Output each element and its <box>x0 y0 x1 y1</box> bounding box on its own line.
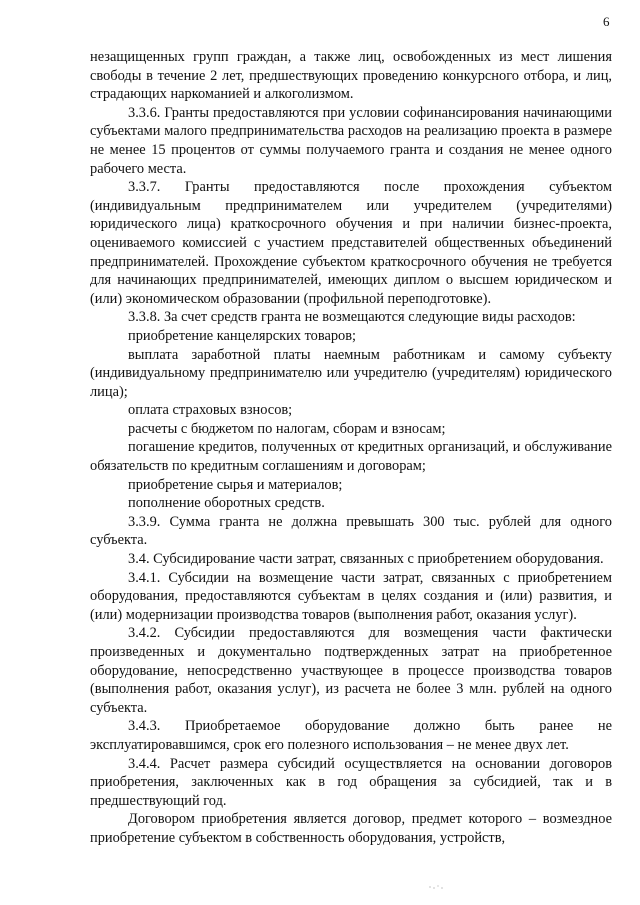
paragraph-3-3-9: 3.3.9. Сумма гранта не должна превышать 300 тыс. рублей для одного субъекта. <box>90 513 612 549</box>
paragraph-3-4-4: 3.4.4. Расчет размера субсидий осуществляется на основании договоров приобретения, заключенных как в год обращения за субсидией, так и в предшествующий год. <box>90 755 612 809</box>
paragraph-3-4: 3.4. Субсидирование части затрат, связанных с приобретением оборудования. <box>128 551 604 568</box>
paragraph-continuation: незащищенных групп граждан, а также лиц, освобожденных из мест лишения свободы в течение 2 лет, предшествующих проведению конкурсного отбора, и лиц, страдающих наркоманией и алкоголизмом. <box>90 49 612 103</box>
list-item: приобретение канцелярских товаров; <box>128 327 357 344</box>
list-item: пополнение оборотных средств. <box>128 495 325 512</box>
list-item: погашение кредитов, полученных от кредитных организаций, и обслуживание обязательств по кредитным соглашениям и договорам; <box>90 439 612 475</box>
paragraph-3-4-2: 3.4.2. Субсидии предоставляются для возмещения части фактически произведенных и документально подтвержденных затрат на приобретенное оборудование, непосредственно участвующее в процессе производства товаров (выполнения работ, оказания услуг), из расчета не более 3 млн. рублей на одного субъекта. <box>90 625 612 716</box>
paragraph-3-3-7: 3.3.7. Гранты предоставляются после прохождения субъектом (индивидуальным предпринимателем или учредителем (учредителями) юридического лица) краткосрочного обучения и при наличии бизнес-проекта, оцениваемого комиссией с участием представителей общественных объединений предпринимателей. Прохождение субъектом краткосрочного обучения не требуется для начинающих предпринимателей, имеющих диплом о высшем юридическом и (или) экономическом образовании (профильной переподготовке). <box>90 179 612 307</box>
paragraph-3-3-8: 3.3.8. За счет средств гранта не возмещаются следующие виды расходов: <box>128 309 576 326</box>
paragraph-3-4-3: 3.4.3. Приобретаемое оборудование должно быть ранее не эксплуатировавшимся, срок его полезного использования – не менее двух лет. <box>90 718 612 753</box>
list-item: приобретение сырья и материалов; <box>128 476 343 493</box>
paragraph-3-4-1: 3.4.1. Субсидии на возмещение части затрат, связанных с приобретением оборудования, предоставляются субъектам в целях создания и (или) развития, и (или) модернизации производства товаров (выполнения работ, оказания услуг). <box>90 569 612 623</box>
list-item: расчеты с бюджетом по налогам, сборам и взносам; <box>128 420 446 437</box>
scan-specks <box>428 884 444 890</box>
list-item: выплата заработной платы наемным работникам и самому субъекту (индивидуальному предпринимателю или учредителю (учредителям) юридического лица); <box>90 346 612 400</box>
page-number: 6 <box>603 14 610 29</box>
list-item: оплата страховых взносов; <box>128 402 293 419</box>
paragraph-contract-definition: Договором приобретения является договор, предмет которого – возмездное приобретение субъектом в собственность оборудования, устройств, <box>90 811 612 846</box>
paragraph-3-3-6: 3.3.6. Гранты предоставляются при условии софинансирования начинающими субъектами малого предпринимательства расходов на реализацию проекта в размере не менее 15 процентов от суммы получаемого гранта и создания не менее одного рабочего места. <box>90 104 612 177</box>
document-body <box>90 48 612 848</box>
